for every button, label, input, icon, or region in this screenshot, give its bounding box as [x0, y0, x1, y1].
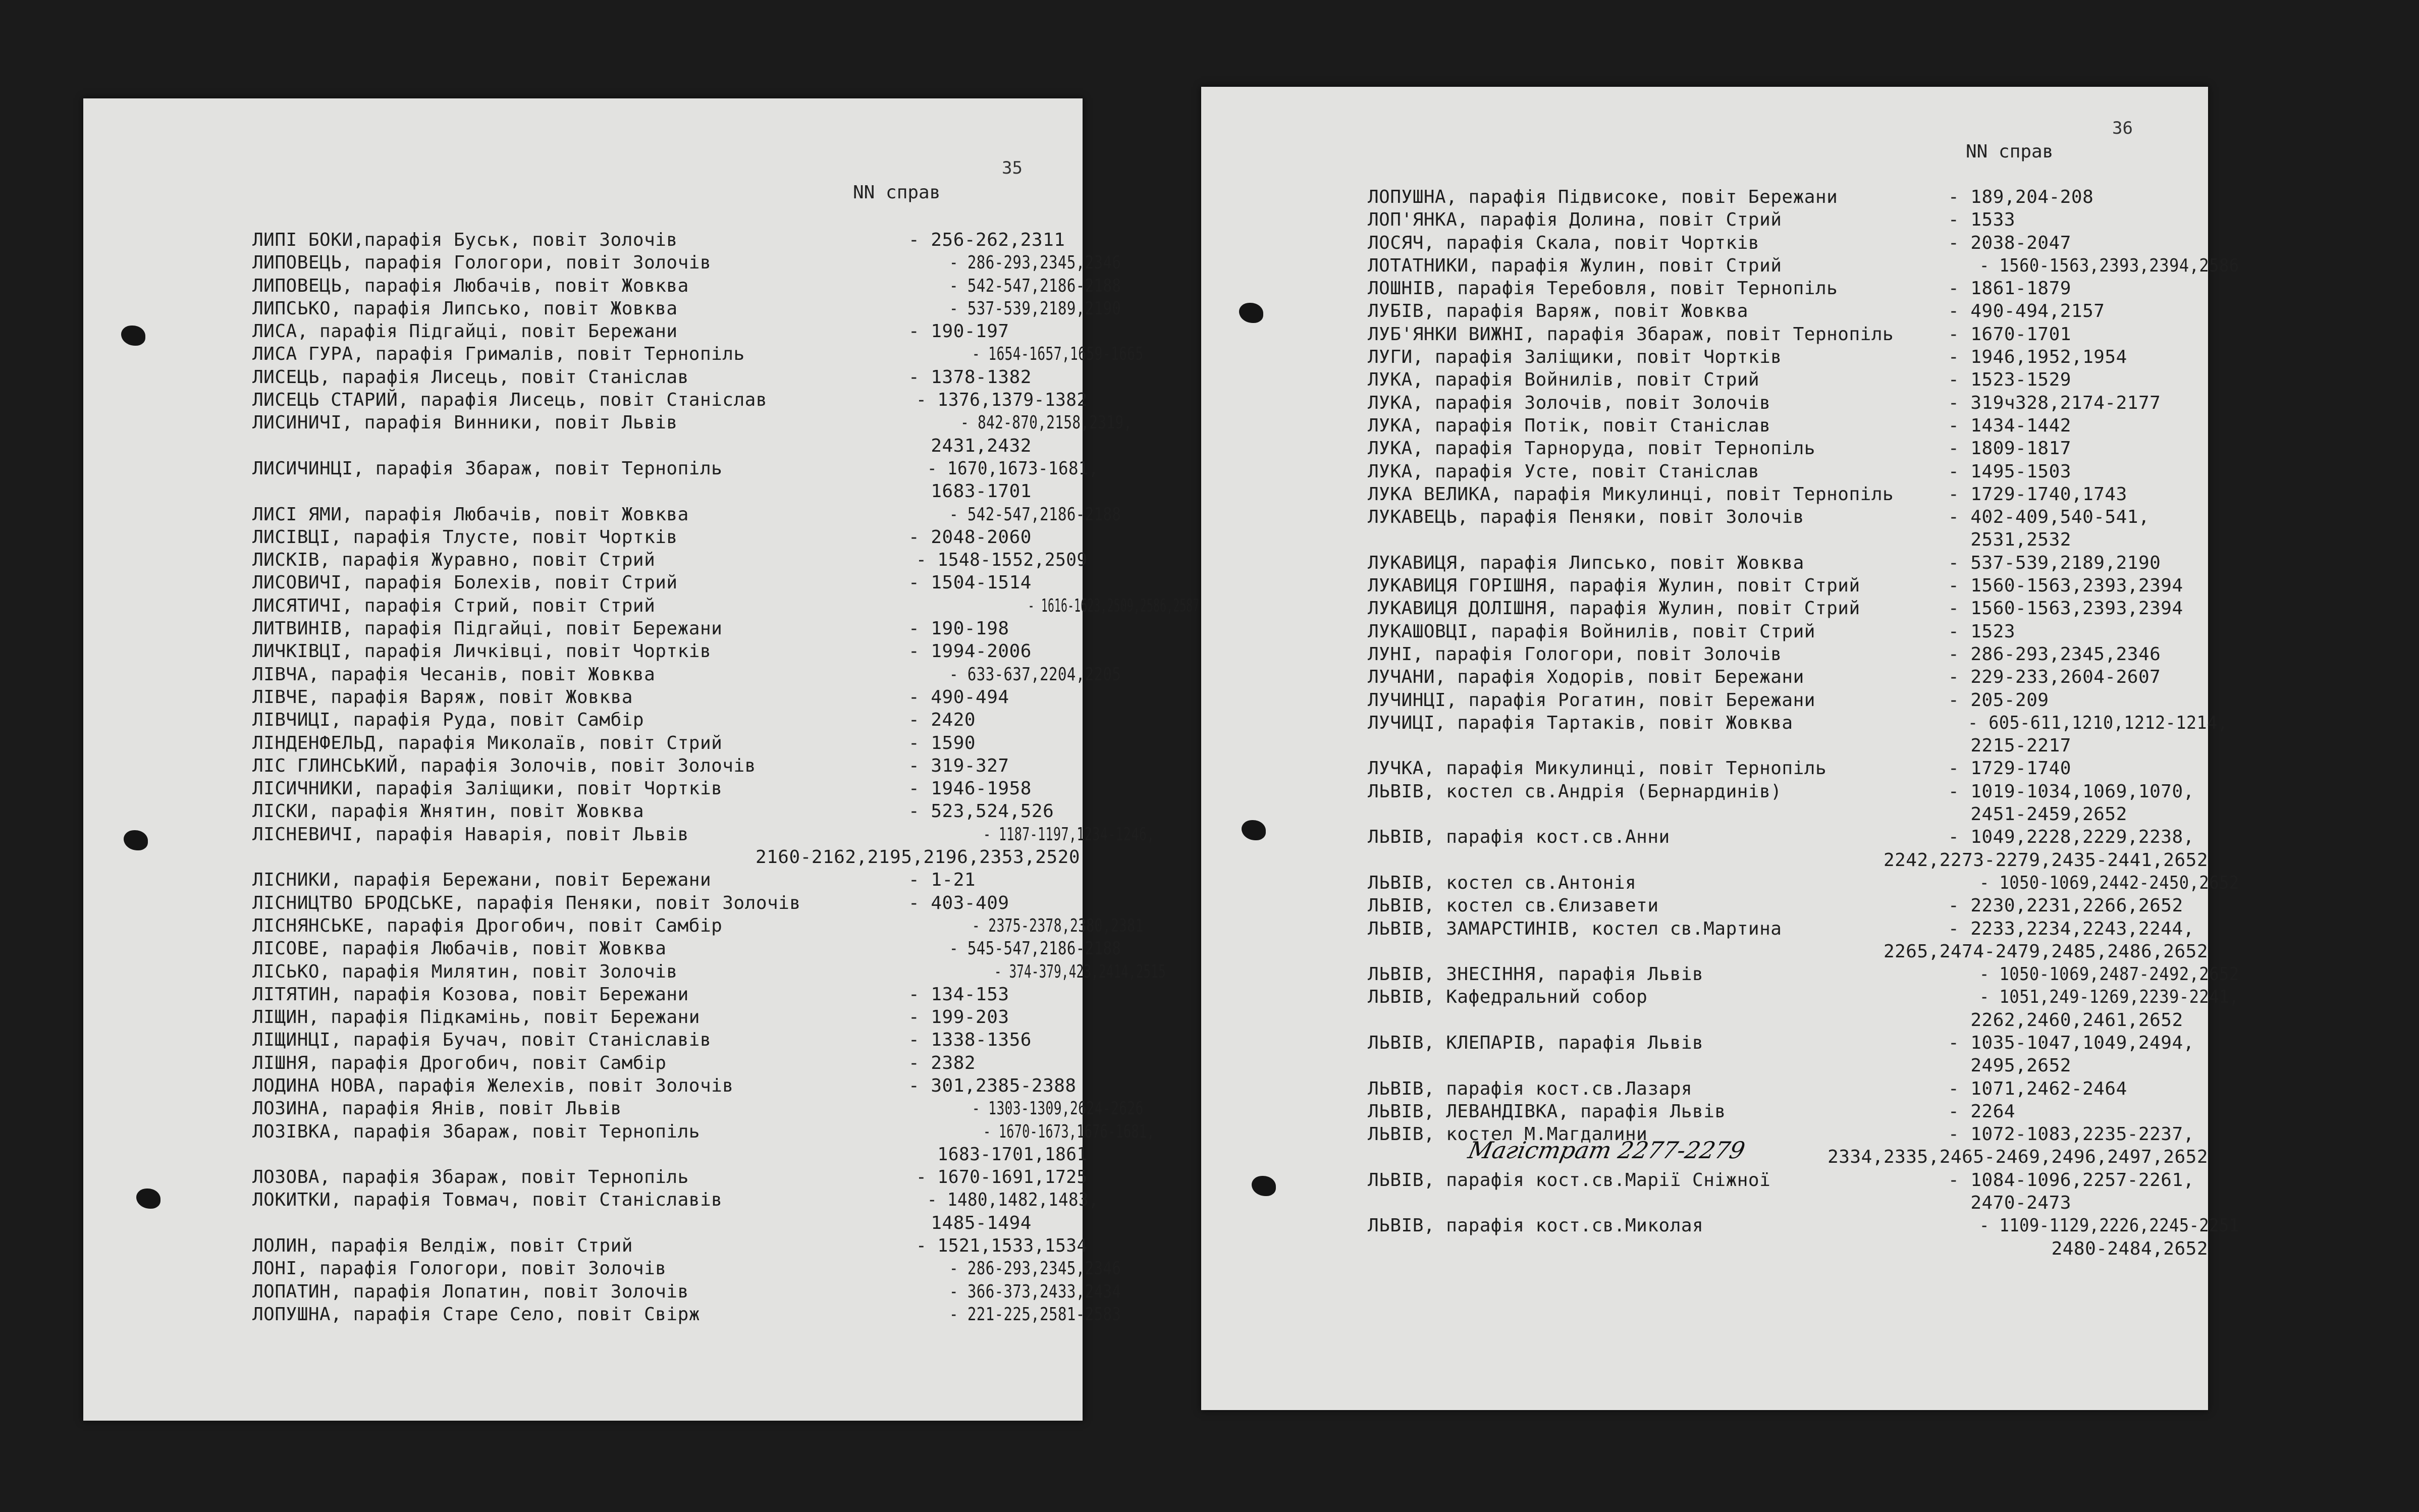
place-name: ЛІВЧИЦІ, парафія Руда, повіт Самбір: [252, 710, 644, 731]
entry-row: [252, 366, 1080, 389]
place-name: ЛУЧИНЦІ, парафія Рогатин, повіт Бережани: [1368, 689, 1815, 711]
entry-list: [252, 229, 1200, 1326]
place-name: ЛИСІ ЯМИ, парафія Любачів, повіт Жовква: [252, 504, 689, 525]
entry-row: [252, 892, 1080, 914]
entry-row: [252, 960, 1166, 983]
right-page: [1201, 87, 2239, 1410]
entry-row: [252, 732, 1080, 754]
place-name: ЛУЧАНИ, парафія Ходорів, повіт Бережани: [1368, 667, 1804, 688]
place-name: ЛІТЯТИН, парафія Козова, повіт Бережани: [252, 984, 689, 1005]
entry-row: [1368, 986, 2239, 1032]
place-name: ЛИПОВЕЦЬ, парафія Гологори, повіт Золочів: [252, 252, 712, 274]
page-number: 35: [1002, 158, 1023, 178]
entry-row: [1368, 712, 2228, 758]
file-numbers: - 1523-1529: [1948, 369, 2071, 391]
entry-row: [1368, 460, 2208, 483]
place-name: ЛУГИ, парафія Заліщики, повіт Чортків: [1368, 347, 1782, 368]
file-numbers: - 301,2385-2388: [908, 1075, 1077, 1096]
entry-row: [1368, 552, 2208, 574]
file-numbers: - 319-327: [908, 755, 1009, 776]
entry-row: [252, 1006, 1080, 1029]
place-name: ЛУБ'ЯНКИ ВИЖНІ, парафія Збараж, повіт Тернопіль: [1368, 323, 1894, 345]
file-numbers: - 490-494,2157: [1948, 301, 2105, 322]
file-numbers: - 286-293,2345,2346: [1948, 643, 2161, 665]
place-name: ЛИСИЧИНЦІ, парафія Збараж, повіт Тернопіль: [252, 458, 723, 479]
place-name: ЛЬВІВ, костел св.Єлизавети: [1368, 895, 1659, 916]
entry-row: [1368, 574, 2208, 597]
file-numbers: 2334,2335,2465-2469,2496,2497,2652: [1827, 1147, 2208, 1168]
place-name: ЛУЧИЦІ, парафія Тартаків, повіт Жовква: [1368, 712, 1793, 733]
entry-row: [1368, 300, 2208, 322]
place-name: ЛУКАВЕЦЬ, парафія Пеняки, повіт Золочів: [1368, 507, 1804, 528]
entry-row: [252, 595, 1200, 617]
file-numbers: - 286-293,2345,2346: [949, 1258, 1121, 1279]
file-numbers: - 205-209: [1948, 689, 2049, 711]
entry-row: [1368, 1169, 2208, 1215]
entry-row: [252, 1120, 1155, 1166]
entry-row: [1368, 437, 2208, 460]
entry-row: [1368, 666, 2208, 688]
file-numbers: - 542-547,2186-2188: [949, 275, 1121, 296]
entry-row: [1368, 323, 2208, 346]
file-numbers: 2160-2162,2195,2196,2353,2520: [755, 847, 1080, 868]
place-name: ЛОТАТНИКИ, парафія Жулин, повіт Стрий: [1368, 255, 1782, 276]
file-numbers: - 1729-1740: [1948, 758, 2071, 779]
entry-row: [252, 937, 1121, 960]
place-name: ЛЬВІВ, парафія кост.св.Лазаря: [1368, 1078, 1693, 1099]
file-numbers: - 319ч328,2174-2177: [1948, 392, 2161, 413]
file-numbers: 2262,2460,2461,2652: [1948, 1009, 2183, 1031]
entry-row: [1368, 1100, 2208, 1123]
file-numbers: - 1338-1356: [908, 1030, 1032, 1051]
place-name: ЛУКА, парафія Потік, повіт Станіслав: [1368, 415, 1771, 436]
entry-row: [252, 823, 1155, 869]
entry-row: [1368, 1077, 2208, 1100]
file-numbers: - 1187-1197,1234-1246,: [983, 824, 1155, 845]
place-name: ЛИСКІВ, парафія Журавно, повіт Стрий: [252, 550, 656, 571]
entry-row: [252, 869, 1080, 891]
entry-row: [252, 1303, 1121, 1326]
place-name: ЛИСОВИЧІ, парафія Болехів, повіт Стрий: [252, 572, 678, 593]
place-name: ЛОП'ЯНКА, парафія Долина, повіт Стрий: [1368, 209, 1782, 231]
entry-row: [1368, 186, 2208, 208]
file-numbers: 2531,2532: [1948, 529, 2071, 551]
file-numbers: - 221-225,2581-2583: [949, 1304, 1121, 1325]
file-numbers: - 842-870,2158,2319,: [960, 412, 1133, 434]
place-name: ЛИСА ГУРА, парафія Грималів, повіт Тернопіль: [252, 344, 745, 365]
place-name: ЛУКА, парафія Тарноруда, повіт Тернопіль: [1368, 438, 1815, 459]
file-numbers: 1683-1701: [908, 481, 1032, 502]
entry-row: [1368, 232, 2208, 254]
entry-row: [1368, 689, 2208, 712]
place-name: ЛИПОВЕЦЬ, парафія Любачів, повіт Жовква: [252, 275, 689, 296]
file-numbers: 2451-2459,2652: [1948, 804, 2127, 825]
entry-row: [1368, 757, 2208, 780]
entry-row: [252, 1166, 1088, 1189]
entry-row: [252, 663, 1121, 686]
place-name: ЛЬВІВ, парафія кост.св.Анни: [1368, 827, 1670, 848]
place-name: ЛИТВИНІВ, парафія Підгайці, повіт Бережани: [252, 618, 723, 639]
file-numbers: - 2382: [908, 1052, 976, 1073]
entry-row: [1368, 826, 2208, 872]
place-name: ЛЬВІВ, костел св.Антонія: [1368, 872, 1637, 893]
place-name: ЛОКИТКИ, парафія Товмач, повіт Станіславів: [252, 1190, 723, 1211]
place-name: ЛІСНИЦТВО БРОДСЬКЕ, парафія Пеняки, повіт Золочів: [252, 892, 801, 913]
file-numbers: - 1050-1069,2487-2492,2652: [1979, 964, 2239, 985]
place-name: ЛЬВІВ, парафія кост.св.Миколая: [1368, 1215, 1704, 1236]
entry-row: [252, 320, 1080, 343]
place-name: ЛОПУШНА, парафія Підвисоке, повіт Бережани: [1368, 187, 1838, 207]
place-name: ЛІСНИКИ, парафія Бережани, повіт Бережани: [252, 870, 712, 891]
place-name: ЛОПУШНА, парафія Старе Село, повіт Свірж: [252, 1304, 700, 1325]
entry-row: [1368, 1214, 2239, 1260]
place-name: ЛЬВІВ, ЗНЕСІННЯ, парафія Львів: [1368, 964, 1704, 985]
entry-row: [1368, 346, 2208, 368]
file-numbers: - 190-198: [908, 618, 1009, 639]
place-name: ЛУЧКА, парафія Микулинці, повіт Тернопіль: [1368, 758, 1827, 779]
file-numbers: - 1560-1563,2393,2394: [1948, 598, 2183, 619]
place-name: ЛУКА ВЕЛИКА, парафія Микулинці, повіт Тернопіль: [1368, 483, 1894, 505]
place-name: ЛЬВІВ, костел св.Андрія (Бернардинів): [1368, 781, 1782, 802]
file-numbers: - 1670-1701: [1948, 323, 2071, 345]
file-numbers: - 537-539,2189,2190: [1948, 552, 2161, 573]
file-numbers: - 366-373,2433,2434: [949, 1281, 1121, 1302]
entry-row: [252, 1280, 1121, 1303]
entry-row: [252, 709, 1080, 731]
place-name: ЛУКАВИЦЯ ДОЛІШНЯ, парафія Жулин, повіт Стрий: [1368, 598, 1860, 619]
place-name: ЛИСЯТИЧІ, парафія Стрий, повіт Стрий: [252, 595, 656, 616]
file-numbers: 1485-1494: [908, 1212, 1032, 1233]
entry-row: [1368, 392, 2208, 414]
place-name: ЛІСНЕВИЧІ, парафія Наварія, повіт Львів: [252, 824, 689, 845]
file-numbers: - 523,524,526: [908, 801, 1054, 822]
place-name: ЛУНІ, парафія Гологори, повіт Золочів: [1368, 643, 1782, 665]
file-numbers: - 1376,1379-1382: [916, 390, 1088, 411]
entry-row: [252, 411, 1133, 457]
entry-row: [252, 275, 1121, 297]
place-name: ЛОНІ, парафія Гологори, повіт Золочів: [252, 1258, 667, 1279]
entry-row: [252, 617, 1080, 640]
file-numbers: - 1303-1309,2624-2626: [972, 1098, 1144, 1119]
file-numbers: - 545-547,2186-2188: [949, 938, 1121, 959]
file-numbers: - 1480,1482,1483,: [927, 1190, 1099, 1211]
place-name: ЛІЩИН, парафія Підкамінь, повіт Бережани: [252, 1007, 700, 1028]
file-numbers: - 633-637,2204,2205: [949, 664, 1121, 685]
place-name: ЛУКА, парафія Войнилів, повіт Стрий: [1368, 369, 1760, 391]
file-numbers: 2495,2652: [1948, 1055, 2071, 1076]
place-name: ЛЬВІВ, КЛЕПАРІВ, парафія Львів: [1368, 1032, 1704, 1053]
entry-row: [1368, 597, 2208, 620]
file-numbers: - 2048-2060: [908, 526, 1032, 548]
place-name: ЛОДИНА НОВА, парафія Желехів, повіт Золочів: [252, 1075, 734, 1096]
place-name: ЛИСІВЦІ, парафія Тлусте, повіт Чортків: [252, 526, 678, 548]
entry-row: [252, 754, 1080, 777]
entry-row: [252, 914, 1144, 937]
entry-row: [1368, 643, 2208, 666]
entry-row: [1368, 1032, 2208, 1077]
entry-row: [252, 686, 1080, 709]
file-numbers: - 2264: [1948, 1101, 2016, 1122]
place-name: ЛОЗОВА, парафія Збараж, повіт Тернопіль: [252, 1167, 689, 1188]
file-numbers: - 1548-1552,2509: [916, 550, 1088, 571]
file-numbers: - 199-203: [908, 1007, 1009, 1028]
place-name: ЛИСЕЦЬ, парафія Лисець, повіт Станіслав: [252, 366, 689, 388]
place-name: ЛЬВІВ, ЗАМАРСТИНІВ, костел св.Мартина: [1368, 918, 1782, 939]
entry-row: [252, 343, 1144, 365]
file-numbers: - 190-197: [908, 321, 1009, 342]
place-name: ЛОШНІВ, парафія Теребовля, повіт Тернопіль: [1368, 278, 1838, 299]
place-name: ЛОСЯЧ, парафія Скала, повіт Чортків: [1368, 232, 1760, 253]
place-name: ЛЬВІВ, ЛЕВАНДІВКА, парафія Львів: [1368, 1101, 1726, 1122]
entry-row: [252, 457, 1099, 503]
entry-row: [1368, 414, 2208, 437]
file-numbers: - 1378-1382: [908, 366, 1032, 388]
place-name: ЛІСКИ, парафія Жнятин, повіт Жовква: [252, 801, 644, 822]
file-numbers: - 1670,1673-1681,: [927, 458, 1099, 479]
place-name: ЛУКАВИЦЯ, парафія Липсько, повіт Жовква: [1368, 552, 1804, 573]
file-numbers: - 403-409: [908, 892, 1009, 913]
entry-row: [252, 251, 1121, 274]
place-name: ЛИСИНИЧІ, парафія Винники, повіт Львів: [252, 412, 678, 434]
entry-list: [1368, 186, 2239, 1260]
handwritten-note: Магістрат 2277-2279: [1466, 1137, 1748, 1164]
file-numbers: - 1560-1563,2393,2394,2586: [1979, 255, 2239, 276]
file-numbers: - 134-153: [908, 984, 1009, 1005]
entry-row: [252, 1074, 1080, 1097]
file-numbers: - 2375-2378,2380,2381: [972, 915, 1144, 936]
place-name: ЛИПІ БОКИ,парафія Буськ, повіт Золочів: [252, 230, 678, 250]
file-numbers: - 286-293,2345,2346: [949, 252, 1121, 274]
place-name: ЛІСНЯНСЬКЕ, парафія Дрогобич, повіт Самбір: [252, 915, 723, 936]
entry-row: [252, 1234, 1088, 1257]
place-name: ЛИСА, парафія Підгайці, повіт Бережани: [252, 321, 678, 342]
column-header: NN справ: [853, 182, 941, 203]
file-numbers: - 605-611,1210,1212-1214,: [1968, 712, 2228, 733]
file-numbers: - 1560-1563,2393,2394: [1948, 575, 2183, 597]
place-name: ЛОЛИН, парафія Велдіж, повіт Стрий: [252, 1235, 633, 1257]
file-numbers: 2265,2474-2479,2485,2486,2652: [1883, 941, 2208, 962]
entry-row: [252, 503, 1121, 526]
entry-row: [1368, 894, 2208, 917]
place-name: ЛЬВІВ, парафія кост.св.Марії Снiжної: [1368, 1169, 1771, 1191]
file-numbers: - 1504-1514: [908, 572, 1032, 593]
file-numbers: - 1019-1034,1069,1070,: [1948, 781, 2194, 802]
entry-row: [252, 1029, 1080, 1051]
entry-row: [252, 229, 1080, 251]
file-numbers: - 2420: [908, 710, 976, 731]
file-numbers: - 1590: [908, 732, 976, 753]
file-numbers: - 402-409,540-541,: [1948, 507, 2150, 528]
column-header: NN справ: [1966, 141, 2054, 162]
file-numbers: - 1654-1657,1659-1665: [972, 344, 1144, 365]
file-numbers: - 229-233,2604-2607: [1948, 667, 2161, 688]
entry-row: [252, 549, 1088, 571]
file-numbers: - 1523: [1948, 621, 2016, 642]
place-name: ЛИЧКІВЦІ, парафія Личківці, повіт Чортків: [252, 641, 712, 662]
entry-row: [252, 571, 1080, 594]
file-numbers: - 1072-1083,2235-2237,: [1948, 1124, 2194, 1145]
entry-row: [252, 1189, 1099, 1234]
place-name: ЛІСЬКО, парафія Милятин, повіт Золочів: [252, 961, 678, 982]
entry-row: [252, 297, 1121, 320]
place-name: ЛОПАТИН, парафія Лопатин, повіт Золочів: [252, 1281, 689, 1302]
entry-row: [252, 777, 1080, 800]
place-name: ЛИПСЬКО, парафія Липсько, повіт Жовква: [252, 298, 678, 319]
file-numbers: - 1729-1740,1743: [1948, 483, 2127, 505]
file-numbers: - 1084-1096,2257-2261,: [1948, 1169, 2194, 1191]
file-numbers: - 1616-1623,2509,2586,2587: [1028, 595, 1200, 616]
file-numbers: 2470-2473: [1948, 1193, 2071, 1214]
entry-row: [1368, 368, 2208, 391]
file-numbers: - 1521,1533,1534: [916, 1235, 1088, 1257]
entry-row: [1368, 277, 2208, 300]
file-numbers: - 1946-1958: [908, 778, 1032, 799]
place-name: ЛІШНЯ, парафія Дрогобич, повіт Самбір: [252, 1052, 667, 1073]
file-numbers: - 1533: [1948, 209, 2016, 231]
file-numbers: - 1994-2006: [908, 641, 1032, 662]
file-numbers: 2215-2217: [1948, 735, 2071, 757]
file-numbers: - 490-494: [908, 686, 1009, 708]
entry-row: [1368, 506, 2208, 552]
entry-row: [1368, 963, 2239, 986]
place-name: ЛЬВІВ, Кафедральний собор: [1368, 987, 1648, 1008]
file-numbers: - 1946,1952,1954: [1948, 347, 2127, 368]
place-name: ЛУКАШОВЦІ, парафія Войнилів, повіт Стрий: [1368, 621, 1815, 642]
place-name: ЛУКА, парафія Усте, повіт Станіслав: [1368, 461, 1760, 482]
place-name: ЛІСИЧНИКИ, парафія Заліщики, повіт Чортків: [252, 778, 723, 799]
file-numbers: 1683-1701,1861: [916, 1144, 1088, 1165]
place-name: ЛУКА, парафія Золочів, повіт Золочів: [1368, 392, 1771, 413]
entry-row: [252, 389, 1088, 411]
file-numbers: - 1-21: [908, 870, 976, 891]
file-numbers: - 2230,2231,2266,2652: [1948, 895, 2183, 916]
file-numbers: - 1050-1069,2442-2450,2652: [1979, 872, 2239, 893]
file-numbers: - 189,204-208: [1948, 187, 2094, 207]
entry-row: [1368, 483, 2208, 506]
place-name: ЛІС ГЛИНСЬКИЙ, парафія Золочів, повіт Золочів: [252, 755, 756, 776]
file-numbers: - 2038-2047: [1948, 232, 2071, 253]
place-name: ЛІЩИНЦІ, парафія Бучач, повіт Станіславів: [252, 1030, 712, 1051]
page-number: 36: [2112, 118, 2133, 138]
place-name: ЛІВЧЕ, парафія Варяж, повіт Жовква: [252, 686, 633, 708]
left-page: [83, 98, 1200, 1421]
file-numbers: - 1109-1129,2226,2245-2251: [1979, 1215, 2239, 1236]
file-numbers: - 1809-1817: [1948, 438, 2071, 459]
entry-row: [1368, 780, 2208, 826]
place-name: ЛЬВІВ, костел М.Магдалини: [1368, 1124, 1648, 1145]
entry-row: [252, 1257, 1121, 1280]
entry-row: [252, 526, 1080, 549]
entry-row: [252, 640, 1080, 663]
entry-row: [1368, 620, 2208, 643]
place-name: ЛІСОВЕ, парафія Любачів, повіт Жовква: [252, 938, 667, 959]
place-name: ЛОЗИНА, парафія Янів, повіт Львів: [252, 1098, 622, 1119]
place-name: ЛОЗІВКА, парафія Збараж, повіт Тернопіль: [252, 1121, 700, 1142]
place-name: ЛУБІВ, парафія Варяж, повіт Жовква: [1368, 301, 1748, 322]
entry-row: [252, 1052, 1080, 1074]
entry-row: [252, 1097, 1144, 1120]
place-name: ЛУКАВИЦЯ ГОРІШНЯ, парафія Жулин, повіт Стрий: [1368, 575, 1860, 597]
file-numbers: - 1051,249-1269,2239-2241,: [1979, 987, 2239, 1008]
file-numbers: - 1035-1047,1049,2494,: [1948, 1032, 2194, 1053]
place-name: ЛІНДЕНФЕЛЬД, парафія Миколаїв, повіт Стрий: [252, 732, 723, 753]
entry-row: [1368, 917, 2208, 963]
entry-row: [252, 983, 1080, 1006]
file-numbers: - 1495-1503: [1948, 461, 2071, 482]
entry-row: [252, 800, 1080, 823]
file-numbers: - 1670-1691,1725: [916, 1167, 1088, 1188]
file-numbers: - 1861-1879: [1948, 278, 2071, 299]
file-numbers: 2480-2484,2652: [2051, 1238, 2208, 1259]
place-name: ЛІВЧА, парафія Чесанів, повіт Жовква: [252, 664, 656, 685]
entry-row: [1368, 872, 2239, 894]
file-numbers: - 1071,2462-2464: [1948, 1078, 2127, 1099]
file-numbers: - 2233,2234,2243,2244,: [1948, 918, 2194, 939]
file-numbers: - 542-547,2186-2188: [949, 504, 1121, 525]
file-numbers: 2431,2432: [908, 435, 1032, 456]
file-numbers: - 374-379,423,2414,2515: [994, 961, 1166, 982]
file-numbers: - 1434-1442: [1948, 415, 2071, 436]
entry-row: [1368, 208, 2208, 231]
file-numbers: - 1670-1673,1676-1681,: [983, 1121, 1155, 1142]
entry-row: [1368, 254, 2239, 277]
file-numbers: - 1049,2228,2229,2238,: [1948, 827, 2194, 848]
file-numbers: - 256-262,2311: [908, 230, 1065, 250]
file-numbers: 2242,2273-2279,2435-2441,2652: [1883, 849, 2208, 871]
place-name: ЛИСЕЦЬ СТАРИЙ, парафія Лисець, повіт Станіслав: [252, 390, 767, 411]
file-numbers: - 537-539,2189,2190: [949, 298, 1121, 319]
